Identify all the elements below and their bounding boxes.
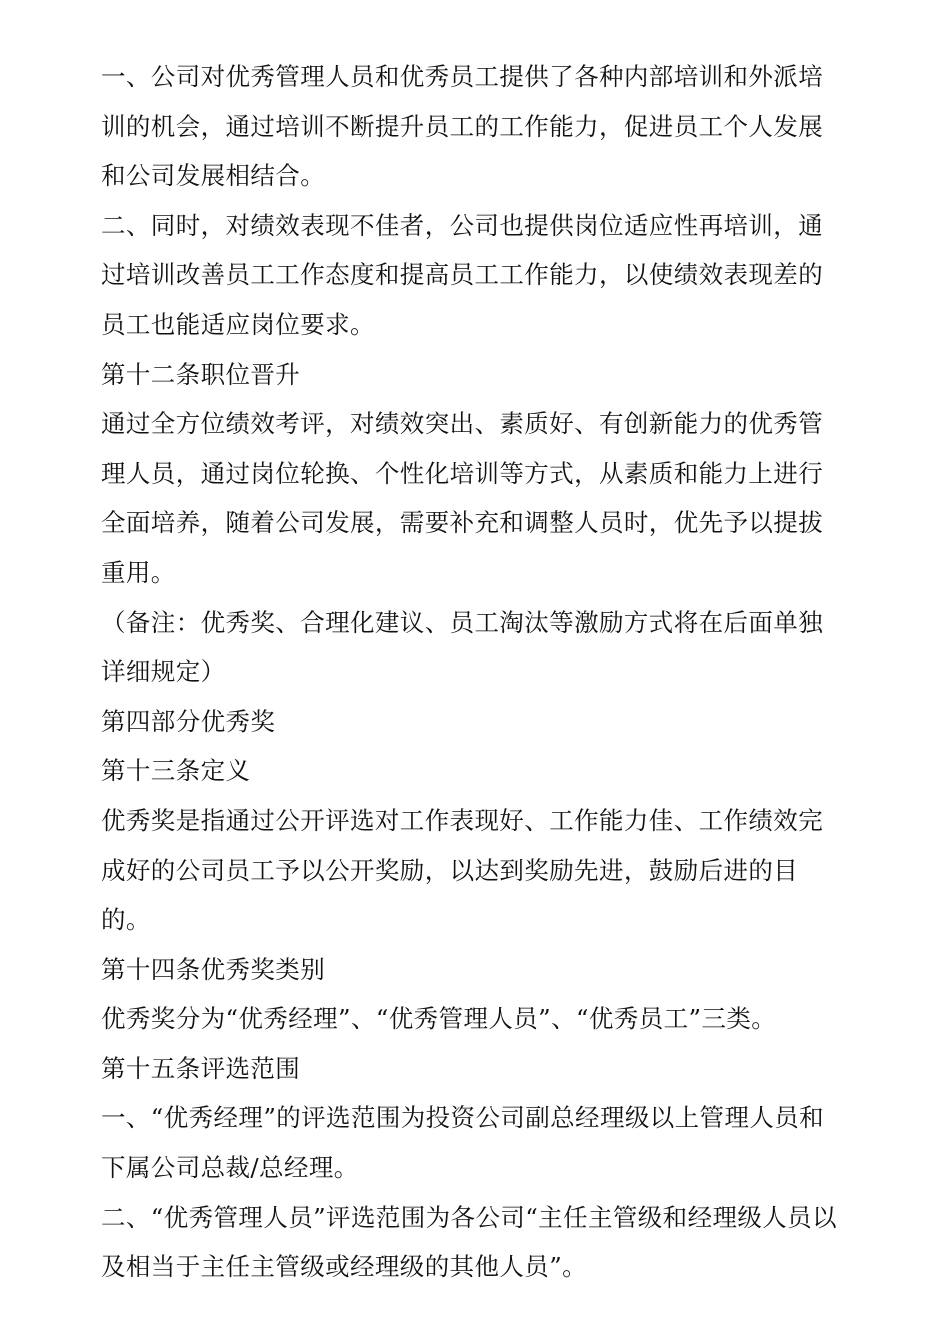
paragraph-note: （备注：优秀奖、合理化建议、员工淘汰等激励方式将在后面单独详细规定） [101, 607, 824, 687]
paragraph-training-excellent: 一、公司对优秀管理人员和优秀员工提供了各种内部培训和外派培训的机会，通过培训不断提升员工的工作能力，促进员工个人发展和公司发展相结合。 [101, 62, 824, 191]
heading-article-15: 第十五条评选范围 [101, 1053, 301, 1083]
heading-article-14: 第十四条优秀奖类别 [101, 954, 326, 984]
paragraph-scope-manager: 一、“优秀经理”的评选范围为投资公司副总经理级以上管理人员和下属公司总裁/总经理。 [101, 1103, 825, 1183]
heading-article-12: 第十二条职位晋升 [101, 359, 301, 389]
paragraph-training-underperformers: 二、同时，对绩效表现不佳者，公司也提供岗位适应性再培训，通过培训改善员工工作态度和提高员工工作能力，以使绩效表现差的员工也能适应岗位要求。 [101, 210, 824, 339]
heading-article-13: 第十三条定义 [101, 756, 251, 786]
paragraph-promotion: 通过全方位绩效考评，对绩效突出、素质好、有创新能力的优秀管理人员，通过岗位轮换、个性化培训等方式，从素质和能力上进行全面培养，随着公司发展，需要补充和调整人员时，优先予以提拔重用。 [101, 409, 824, 587]
paragraph-definition: 优秀奖是指通过公开评选对工作表现好、工作能力佳、工作绩效完成好的公司员工予以公开奖励，以达到奖励先进，鼓励后进的目的。 [101, 805, 824, 935]
heading-part-4: 第四部分优秀奖 [101, 706, 276, 736]
paragraph-scope-management-staff: 二、“优秀管理人员”评选范围为各公司“主任主管级和经理级人员以及相当于主任主管级或经理级的其他人员”。 [101, 1202, 837, 1282]
document-body [101, 52, 846, 1292]
paragraph-award-categories: 优秀奖分为“优秀经理”、“优秀管理人员”、“优秀员工”三类。 [101, 1004, 777, 1034]
